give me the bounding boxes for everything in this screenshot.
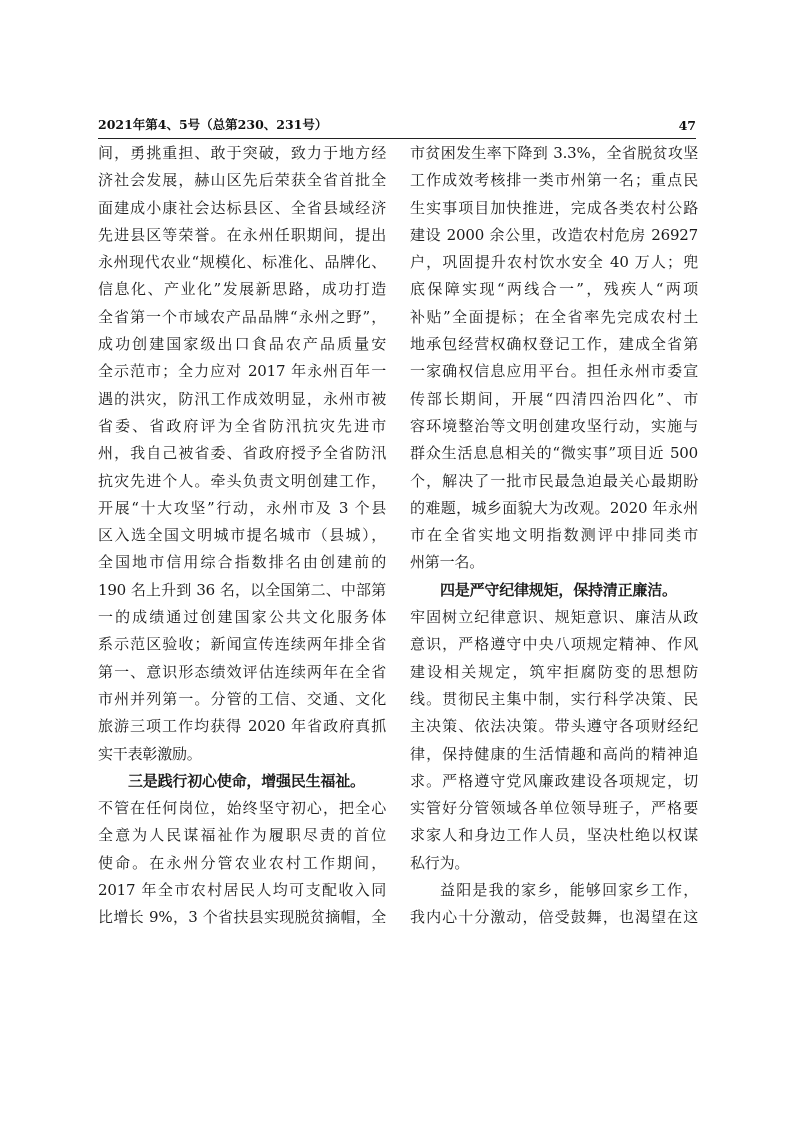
text-line: 主决策、依法决策。带头遵守各项财经纪: [410, 717, 698, 736]
text-line: 190 名上升到 36 名，以全国第二、中部第: [98, 580, 386, 599]
text-line: 容环境整治等文明创建攻坚行动，实施与: [410, 416, 698, 435]
text-line: 使命。在永州分管农业农村工作期间，: [98, 853, 386, 872]
text-line: 州，我自己被省委、省政府授予全省防汛: [98, 444, 386, 463]
page-header: [98, 114, 696, 139]
left-para-3: [98, 795, 386, 931]
text-line: 间，勇挑重担、敢于突破，致力于地方经: [98, 144, 386, 162]
text-line: 信息化、产业化”发展新思路，成功打造: [98, 280, 386, 299]
text-line: 2017 年全市农村居民人均可支配收入同: [98, 881, 386, 900]
text-line: 不管在任何岗位，始终坚守初心，把全心: [98, 799, 386, 818]
section-heading-3: 三是践行初心使命，增强民生福祉。: [128, 771, 365, 790]
text-line: 意识，严格遵守中央八项规定精神、作风: [410, 635, 698, 654]
text-line: 全国地市信用综合指数排名由创建前的: [98, 553, 386, 572]
text-line: 市州并列第一。分管的工信、交通、文化: [98, 689, 386, 708]
text-line: 永州现代农业“规模化、标准化、品牌化、: [98, 253, 386, 272]
right-column: [410, 140, 698, 932]
text-line: 牢固树立纪律意识、规矩意识、廉洁从政: [410, 608, 698, 627]
text-line: 求家人和身边工作人员，坚决杜绝以权谋: [410, 826, 698, 845]
text-line: 遇的洪灾，防汛工作成效明显，永州市被: [98, 389, 386, 408]
text-line: 传部长期间，开展“四清四治四化”、市: [410, 389, 698, 408]
text-line: 底保障实现“两线合一”，残疾人“两项: [410, 280, 698, 299]
text-line: 群众生活息息相关的“微实事”项目近 500: [410, 444, 698, 463]
text-line: 求。严格遵守党风廉政建设各项规定，切: [410, 771, 698, 790]
text-line: 市贫困发生率下降到 3.3%，全省脱贫攻坚: [410, 144, 698, 162]
text-line: 线。贯彻民主集中制，实行科学决策、民: [410, 689, 698, 708]
text-line: 个，解决了一批市民最急迫最关心最期盼: [410, 471, 698, 490]
issue-info: 2021年第4、5号（总第230、231号）: [98, 117, 328, 132]
text-line: 先进县区等荣誉。在永州任职期间，提出: [98, 225, 386, 244]
text-line: 私行为。: [410, 853, 470, 872]
text-line: 的难题，城乡面貌大为改观。2020 年永州: [410, 498, 698, 517]
text-line: 省委、省政府评为全省防汛抗灾先进市: [98, 416, 386, 435]
text-line: 一家确权信息应用平台。担任永州市委宣: [410, 362, 698, 381]
text-line: 工作成效考核排一类市州第一名；重点民: [410, 171, 698, 190]
left-column: [98, 140, 386, 932]
right-para-5: [410, 877, 698, 932]
text-line: 比增长 9%，3 个省扶县实现脱贫摘帽，全: [98, 908, 386, 927]
text-line: 系示范区验收；新闻宣传连续两年排全省: [98, 635, 386, 654]
section-heading-4: 四是严守纪律规矩，保持清正廉洁。: [440, 580, 677, 599]
text-line: 益阳是我的家乡，能够回家乡工作，: [440, 881, 698, 900]
left-para-continued: [98, 140, 386, 768]
right-para-3-continued: [410, 140, 698, 577]
text-line: 一的成绩通过创建国家公共文化服务体: [98, 608, 386, 627]
text-line: 抗灾先进个人。牵头负责文明创建工作，: [98, 471, 386, 490]
text-line: 区入选全国文明城市提名城市（县城），: [98, 526, 386, 545]
text-line: 开展“十大攻坚”行动，永州市及 3 个县: [98, 498, 386, 517]
text-line: 成功创建国家级出口食品农产品质量安: [98, 335, 386, 354]
text-line: 户，巩固提升农村饮水安全 40 万人；兜: [410, 253, 698, 272]
text-line: 济社会发展，赫山区先后荣获全省首批全: [98, 171, 386, 190]
text-line: 实干表彰激励。: [98, 744, 202, 763]
text-line: 我内心十分激动，倍受鼓舞，也渴望在这: [410, 908, 698, 927]
text-line: 市在全省实地文明指数测评中排同类市: [410, 526, 698, 545]
text-line: 州第一名。: [410, 553, 485, 572]
text-line: 补贴”全面提标；在全省率先完成农村土: [410, 307, 698, 326]
text-line: 全省第一个市域农产品品牌“永州之野”，: [98, 307, 386, 326]
text-line: 建设相关规定，筑牢拒腐防变的思想防: [410, 662, 698, 681]
text-line: 全意为人民谋福祉作为履职尽责的首位: [98, 826, 386, 845]
text-line: 面建成小康社会达标县区、全省县域经济: [98, 198, 386, 217]
text-line: 建设 2000 余公里，改造农村危房 26927: [410, 225, 698, 244]
text-line: 律，保持健康的生活情趣和高尚的精神追: [410, 744, 698, 763]
text-line: 第一、意识形态绩效评估连续两年在全省: [98, 662, 386, 681]
text-line: 地承包经营权确权登记工作，建成全省第: [410, 335, 698, 354]
page-number: 47: [678, 118, 696, 133]
text-line: 实管好分管领域各单位领导班子，严格要: [410, 799, 698, 818]
text-line: 旅游三项工作均获得 2020 年省政府真抓: [98, 717, 386, 736]
text-line: 生实事项目加快推进，完成各类农村公路: [410, 198, 698, 217]
right-para-4: [410, 604, 698, 877]
text-line: 全示范市；全力应对 2017 年永州百年一: [98, 362, 386, 381]
